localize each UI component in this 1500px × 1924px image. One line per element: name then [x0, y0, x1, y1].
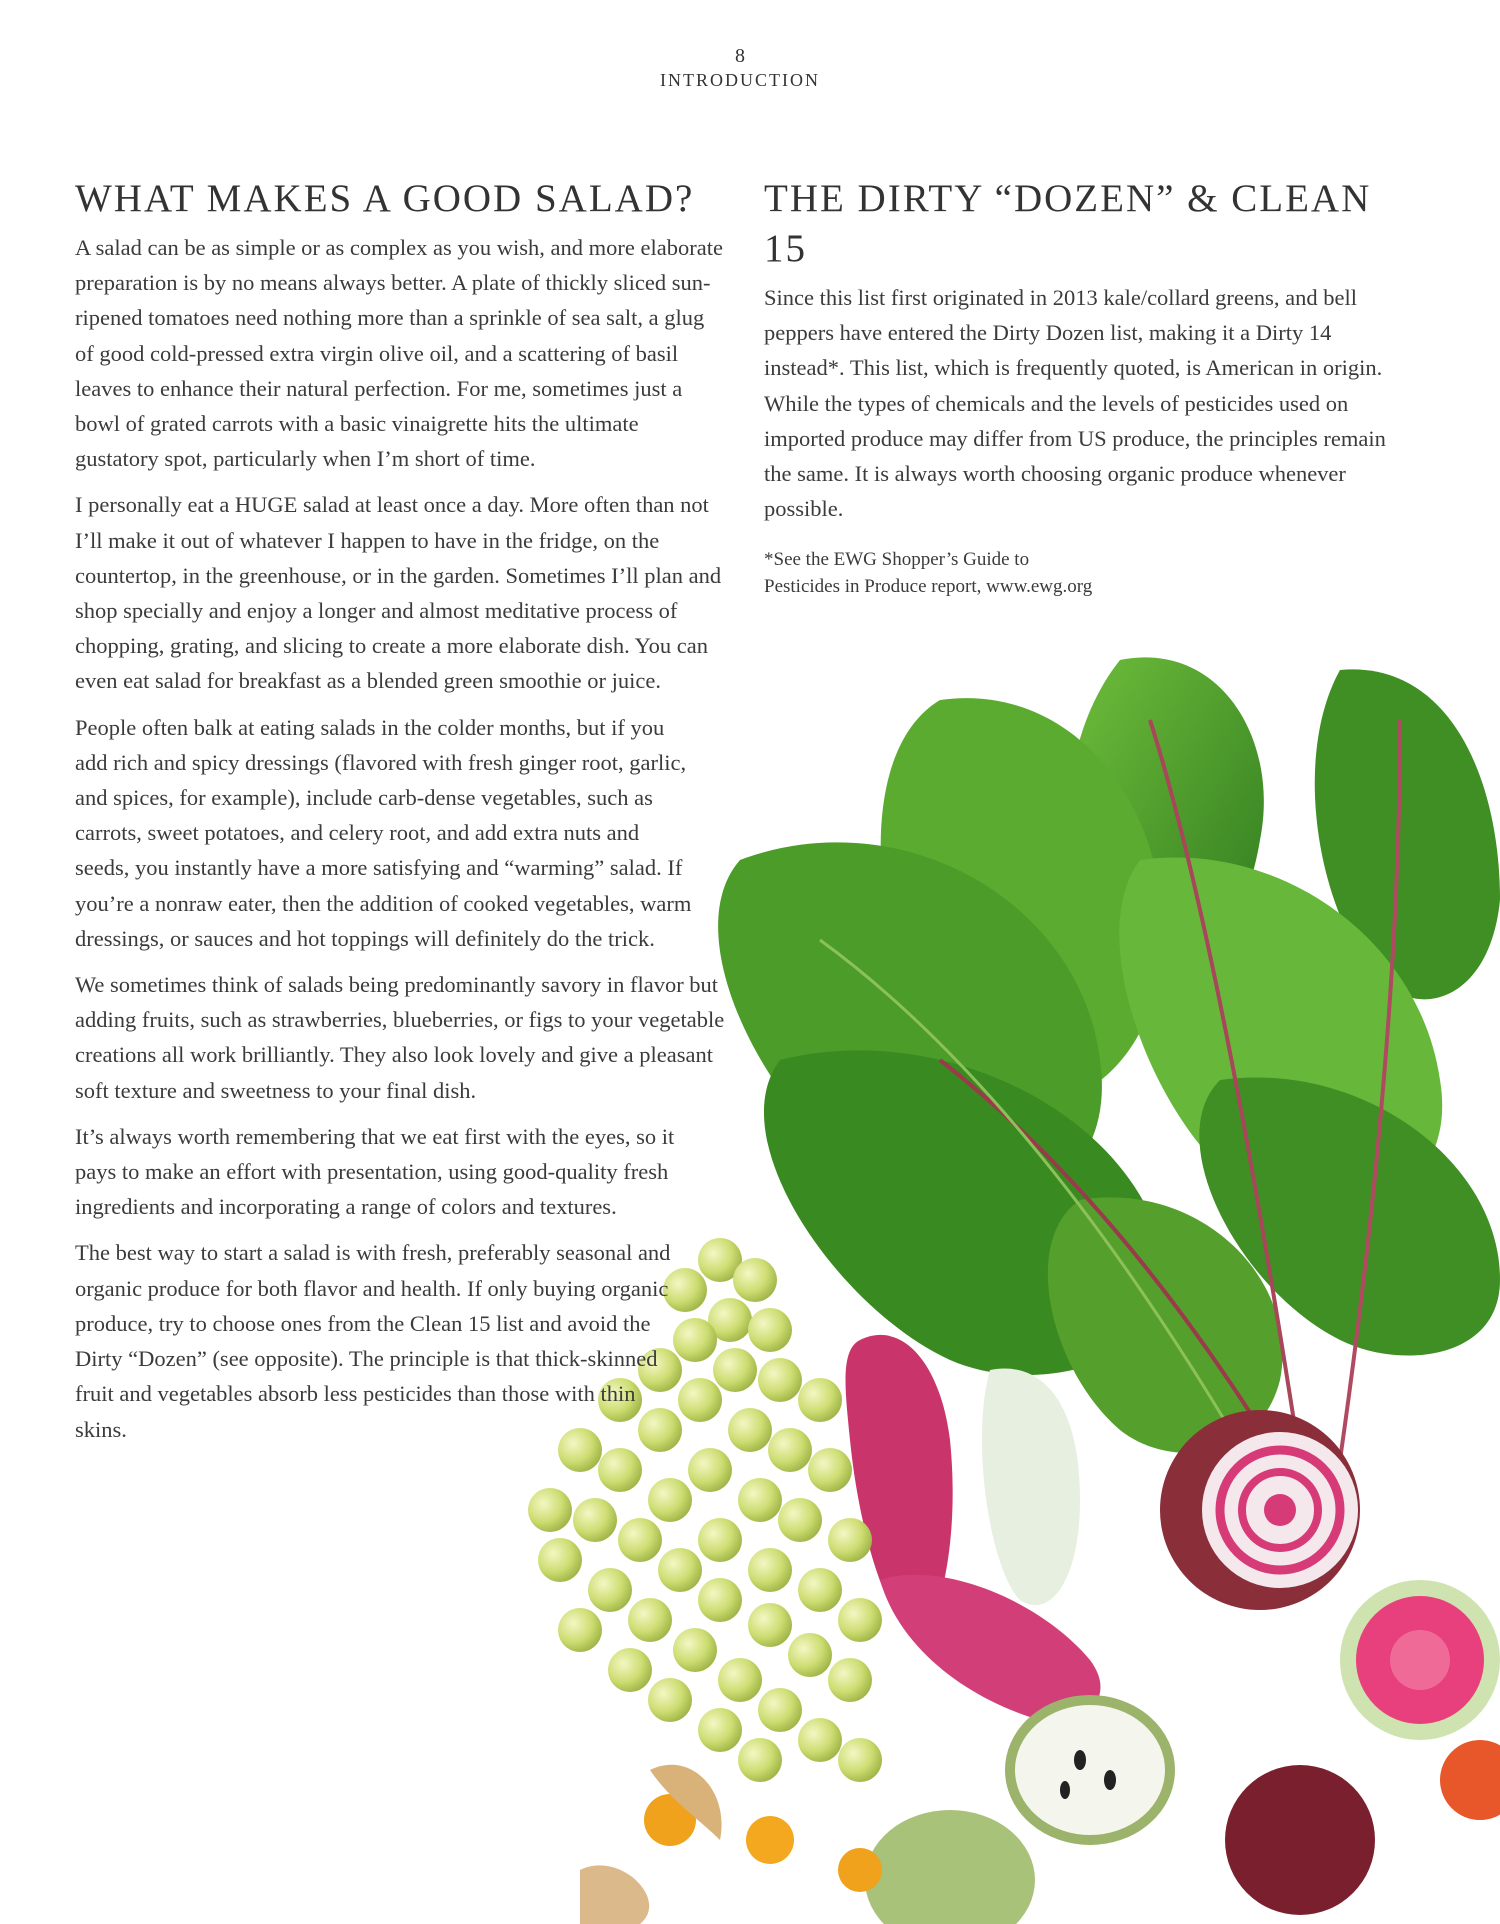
left-paragraph-4: We sometimes think of salads being predominantly savory in flavor but adding fruits, such as strawberries, blueberries, or figs to your vegetable creations all work brilliantly. They also look lovely and give a pleasant soft texture and sweetness to your final dish. — [75, 972, 725, 1103]
footnote-line-1: *See the EWG Shopper’s Guide to — [764, 549, 1030, 571]
section-label: INTRODUCTION — [660, 70, 820, 90]
left-paragraph-5: It’s always worth remembering that we eat first with the eyes, so it pays to make an effort with presentation, using good-quality fresh ingredients and incorporating a range of colors and textures. — [75, 1123, 675, 1220]
physalis — [580, 1765, 882, 1924]
radishes — [846, 1335, 1101, 1722]
left-paragraph-2: I personally eat a HUGE salad at least once a day. More often than not I’ll make it out of whatever I happen to have in the fridge, on the countertop, in the greenhouse, or in the garden. Sometimes I’ll plan and shop specially and enjoy a longer and almost meditative process of chopping, grating, and slicing to create a more elaborate dish. You can even eat salad for breakfast as a blended green smoothie or juice. — [75, 492, 722, 694]
left-section-title: WHAT MAKES A GOOD SALAD? — [75, 177, 695, 220]
orange-tomato — [1440, 1740, 1500, 1820]
left-paragraph-6: The best way to start a salad is with fresh, preferably seasonal and organic produce for both flavor and health. If only buying organic produce, try to choose ones from the Clean 15 list and avoid the Dirty “Dozen” (see opposite). The principle is that thick-skinned fruit and vegetables absorb less pesticides than those with thin skins. — [75, 1240, 671, 1442]
watermelon-radish — [1340, 1580, 1500, 1740]
chard-leaves — [718, 657, 1500, 1480]
right-column — [764, 174, 1414, 600]
page-number: 8 — [735, 45, 745, 67]
left-paragraph-1: A salad can be as simple or as complex as you wish, and more elaborate preparation is by no means always better. A plate of thickly sliced sun-ripened tomatoes need nothing more than a sprinkle of sea salt, a glug of good cold-pressed extra virgin olive oil, and a scattering of basil leaves to enhance their natural perfection. For me, sometimes just a bowl of grated carrots with a basic vinaigrette hits the ultimate gustatory spot, particularly when I’m short of time. — [75, 235, 723, 472]
left-paragraph-3: People often balk at eating salads in the colder months, but if you add rich and spicy dressings (flavored with fresh ginger root, garlic, and spices, for example), include carb-dense vegetables, such as carrots, sweet potatoes, and celery root, and add extra nuts and seeds, you instantly have a more satisfying and “warming” salad. If you’re a nonraw eater, then the addition of cooked vegetables, warm dressings, or sauces and hot toppings will definitely do the trick. — [75, 714, 692, 951]
page-header — [0, 44, 1480, 92]
footnote — [764, 546, 1414, 600]
red-beet — [1225, 1765, 1375, 1915]
right-paragraph: Since this list first originated in 2013 kale/collard greens, and bell peppers have entered the Dirty Dozen list, making it a Dirty 14 instead*. This list, which is frequently quoted, is American in origin. While the types of chemicals and the levels of pesticides used on imported produce may differ from US produce, the principles remain the same. It is always worth choosing organic produce whenever possible. — [764, 285, 1386, 522]
footnote-line-2: Pesticides in Produce report, www.ewg.org — [764, 576, 1093, 598]
right-section-title: THE DIRTY “DOZEN” & CLEAN 15 — [764, 177, 1372, 270]
custard-apple — [865, 1700, 1170, 1924]
left-column — [75, 174, 725, 1458]
chioggia-beet — [1160, 1410, 1360, 1610]
